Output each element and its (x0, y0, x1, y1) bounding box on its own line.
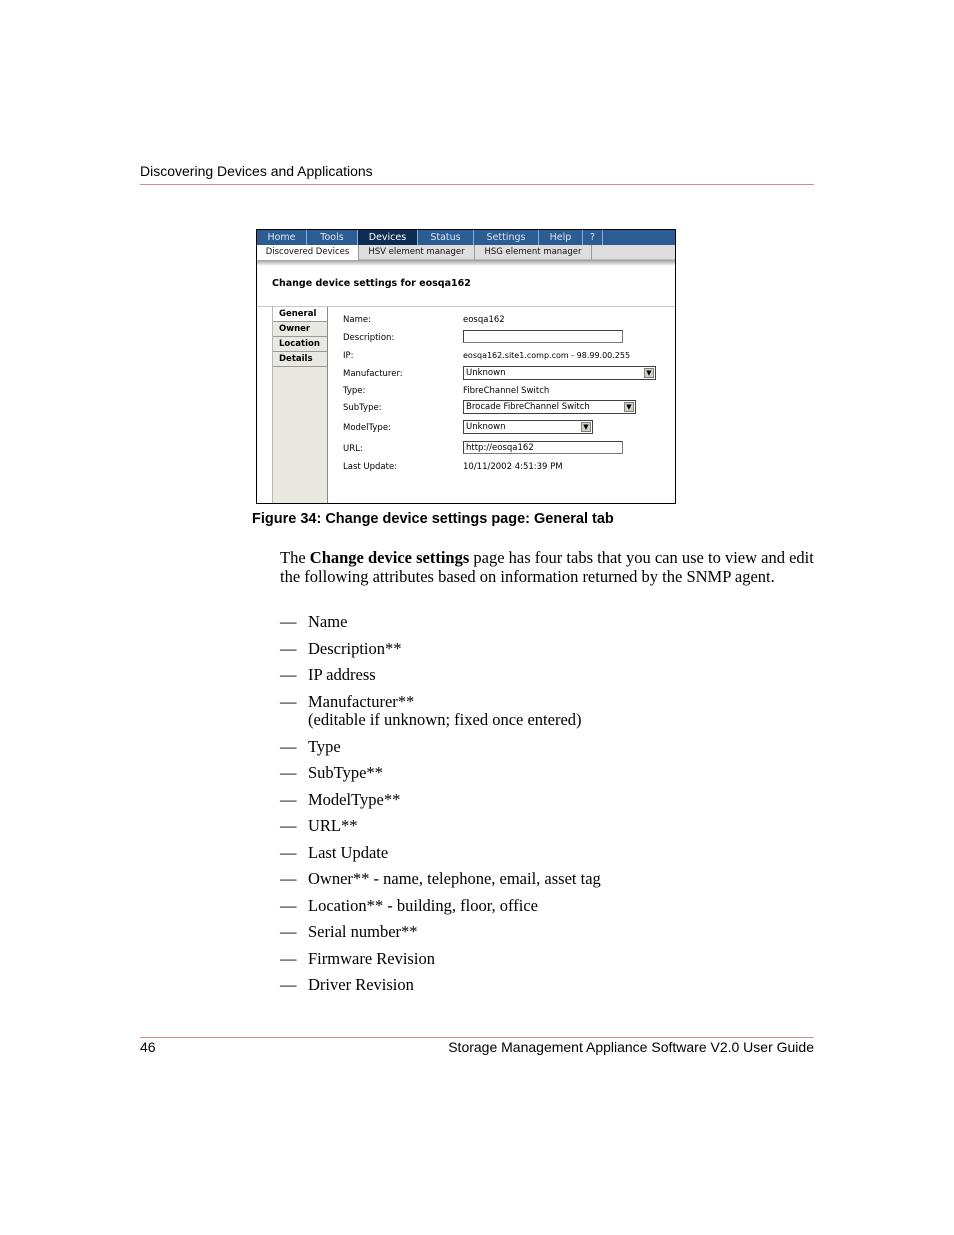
chevron-down-icon[interactable]: ▼ (581, 422, 591, 432)
footer-title: Storage Management Appliance Software V2.0 User Guide (448, 1039, 814, 1055)
description-field[interactable] (463, 330, 623, 343)
subtype-selected: Brocade FibreChannel Switch (466, 402, 590, 412)
manufacturer-note: (editable if unknown; fixed once entered) (308, 710, 582, 729)
modeltype-select[interactable] (463, 420, 593, 434)
intro-before: The (280, 548, 310, 567)
description-label: Description: (343, 333, 395, 343)
chevron-down-icon[interactable]: ▼ (624, 402, 634, 412)
side-tabs (272, 307, 328, 503)
page-number: 46 (140, 1039, 156, 1055)
nav-tab-question[interactable]: ? (583, 230, 603, 245)
subtab-discovered-devices[interactable]: Discovered Devices (257, 245, 359, 260)
modeltype-label: ModelType: (343, 423, 391, 433)
type-label: Type: (343, 386, 366, 396)
sub-nav-bar (257, 245, 675, 260)
nav-tab-home[interactable]: Home (257, 230, 307, 245)
chevron-down-icon[interactable]: ▼ (644, 368, 654, 378)
subtab-hsg-element-manager[interactable]: HSG element manager (475, 245, 592, 260)
ip-label: IP: (343, 351, 354, 361)
name-label: Name: (343, 315, 371, 325)
subtab-hsv-element-manager[interactable]: HSV element manager (359, 245, 475, 260)
manufacturer-label: Manufacturer: (343, 369, 403, 379)
nav-tab-devices[interactable]: Devices (358, 230, 418, 245)
top-nav-bar (257, 230, 675, 245)
header-rule (140, 184, 814, 185)
intro-after: page has four tabs that you can use to view and edit the following attributes based on information returned by the SNMP agent. (280, 548, 814, 587)
subtype-label: SubType: (343, 403, 382, 413)
nav-tab-tools[interactable]: Tools (307, 230, 358, 245)
last-update-value: 10/11/2002 4:51:39 PM (463, 462, 563, 472)
side-tab-location[interactable]: Location (273, 337, 327, 352)
url-field[interactable]: http://eosqa162 (463, 441, 623, 454)
manufacturer-selected: Unknown (466, 368, 506, 378)
figure-caption: Figure 34: Change device settings page: General tab (252, 511, 614, 527)
settings-title: Change device settings for eosqa162 (272, 278, 471, 289)
running-header: Discovering Devices and Applications (140, 163, 373, 179)
nav-shadow (257, 260, 675, 266)
nav-tab-status[interactable]: Status (418, 230, 474, 245)
modeltype-selected: Unknown (466, 422, 506, 432)
url-label: URL: (343, 444, 363, 454)
side-tab-details[interactable]: Details (273, 352, 327, 367)
name-value: eosqa162 (463, 315, 505, 325)
last-update-label: Last Update: (343, 462, 398, 472)
footer-rule (140, 1037, 814, 1038)
side-tab-general[interactable]: General (273, 307, 327, 322)
intro-paragraph (280, 548, 820, 587)
ip-value: eosqa162.site1.comp.com - 98.99.00.255 (463, 351, 631, 360)
intro-bold: Change device settings (309, 548, 470, 567)
side-tab-owner[interactable]: Owner (273, 322, 327, 337)
nav-tab-help[interactable]: Help (539, 230, 583, 245)
type-value: FibreChannel Switch (463, 386, 550, 396)
device-settings-screenshot (256, 229, 676, 504)
subtype-select[interactable] (463, 400, 636, 414)
nav-tab-settings[interactable]: Settings (474, 230, 539, 245)
manufacturer-select[interactable] (463, 366, 656, 380)
